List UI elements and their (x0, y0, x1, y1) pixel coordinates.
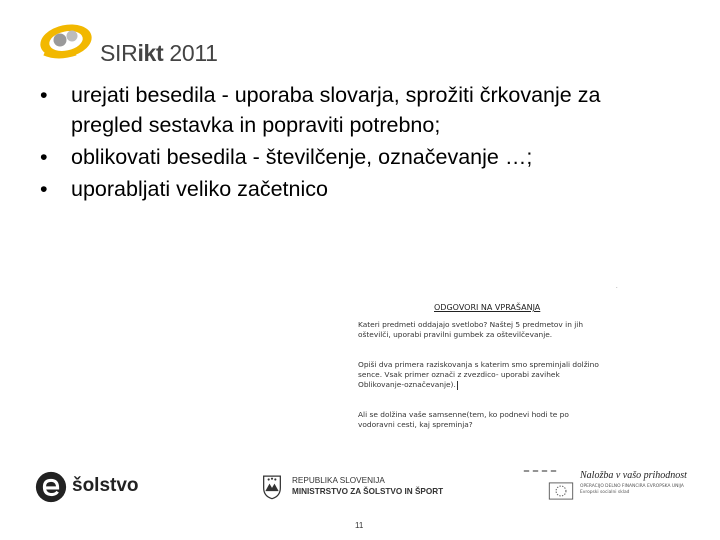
solstvo-logo (34, 468, 154, 508)
bullet-item (40, 80, 660, 140)
ministry-text (292, 475, 443, 497)
bullet-dot: • (40, 145, 48, 169)
thumbnail-title: ODGOVORI NA VPRAŠANJA (434, 303, 541, 312)
bullet-text: oblikovati besedila - številčenje, označevanje …; (71, 145, 533, 169)
ministry-logo (258, 472, 478, 508)
eu-flag-icon (548, 482, 574, 500)
eu-fine-print (580, 484, 684, 495)
document-thumbnail (350, 290, 605, 435)
text-cursor (457, 381, 458, 390)
logo-year: 2011 (169, 40, 218, 66)
solstvo-label: šolstvo (72, 475, 139, 496)
thumbnail-paragraph-2 (358, 360, 603, 390)
tiny-dot-mark: . (616, 284, 618, 290)
bullet-dot: • (40, 177, 48, 201)
eu-fine-line-1: OPERACIJO DELNO FINANCIRA EVROPSKA UNIJA (580, 484, 684, 489)
thumbnail-paragraph-3: Ali se dolžina vaše samsenne(tem, ko podnevi hodi te po vodoravni cesti, kaj spreminja? (358, 410, 569, 429)
eu-funding-logo (520, 462, 690, 514)
eu-dashes-icon (522, 466, 558, 476)
ministry-line-2: MINISTRSTVO ZA ŠOLSTVO IN ŠPORT (292, 487, 444, 496)
bullet-list (40, 80, 660, 206)
ministry-line-1: REPUBLIKA SLOVENIJA (292, 476, 385, 485)
bullet-dot: • (40, 83, 48, 107)
eu-slogan: Naložba v vašo prihodnost (580, 470, 687, 481)
solstvo-e-icon (34, 470, 68, 504)
logo-name: SIR (100, 40, 138, 66)
slovenia-coat-of-arms-icon (262, 474, 282, 500)
logo-bold: ikt (137, 40, 164, 66)
sirikt-logo-text (100, 40, 218, 67)
sirikt-logo (36, 18, 216, 68)
sirikt-logo-mark-icon (36, 20, 98, 64)
thumbnail-paragraph-1: Kateri predmeti oddajajo svetlobo? Naštej 5 predmetov in jih oštevilči, uporabi pravilni gumbek za oštevilčevanje. (358, 320, 584, 339)
bullet-text: uporabljati veliko začetnico (71, 177, 328, 201)
footer (0, 460, 720, 520)
bullet-item (40, 142, 660, 172)
eu-fine-line-2: Evropski socialni sklad (580, 489, 630, 495)
page-number: 11 (355, 521, 364, 530)
bullet-item (40, 174, 660, 204)
thumbnail-paragraph-2-text: Opiši dva primera raziskovanja s katerim smo spreminjali dolžino sence. Vsak primer označi z zvezdico- uporabi zavihek Oblikovanje-označevanje). (358, 360, 599, 389)
bullet-text: urejati besedila - uporaba slovarja, sprožiti črkovanje za pregled sestavka in popraviti potrebno; (71, 83, 601, 137)
